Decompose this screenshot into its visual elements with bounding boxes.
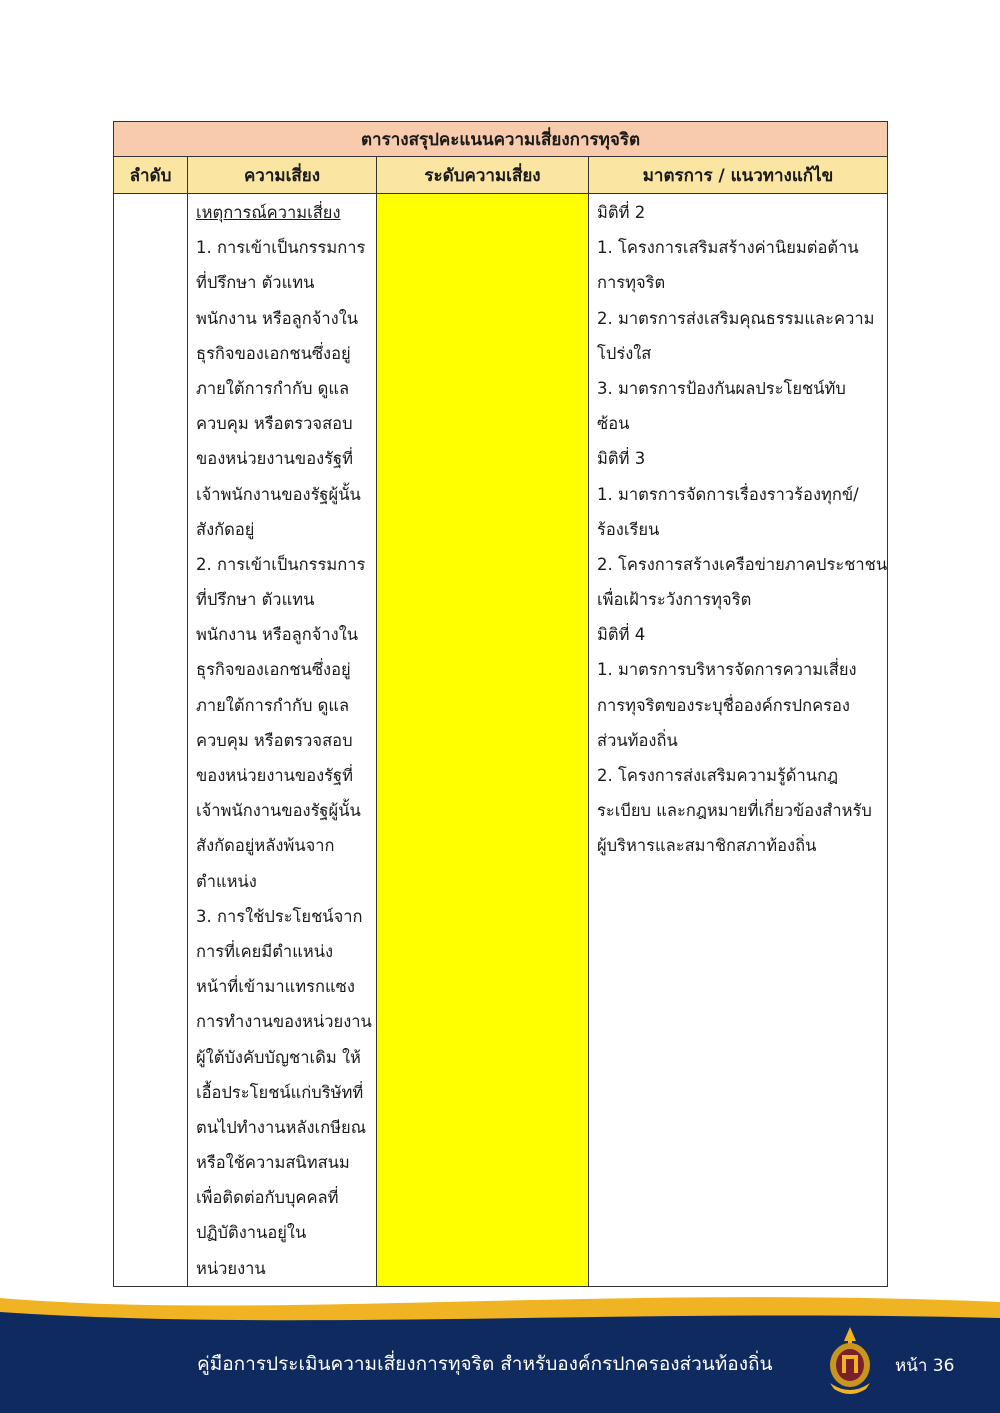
risk-line: ธุรกิจของเอกชนซึ่งอยู่ — [196, 343, 351, 363]
measure-line: ซ้อน — [597, 414, 630, 434]
measure-line: ระเบียบ และกฎหมายที่เกี่ยวข้องสำหรับ — [597, 801, 872, 821]
risk-line: ตำแหน่ง — [196, 871, 257, 891]
risk-line: ที่ปรึกษา ตัวแทน — [196, 590, 315, 610]
measure-line: 1. โครงการเสริมสร้างค่านิยมต่อต้าน — [597, 238, 859, 258]
measure-line: มิติที่ 3 — [597, 449, 646, 469]
risk-line: สังกัดอยู่ — [196, 519, 255, 539]
header-order: ลำดับ — [114, 157, 188, 194]
risk-lines — [188, 194, 376, 1286]
risk-line: หน้าที่เข้ามาแทรกแซง — [196, 977, 355, 997]
measure-line: 1. มาตรการบริหารจัดการความเสี่ยง — [597, 660, 857, 680]
measure-line: ส่วนท้องถิ่น — [597, 730, 678, 750]
measure-line: ร้องเรียน — [597, 519, 660, 539]
local-government-emblem-icon — [822, 1325, 878, 1395]
risk-line: ตนไปทำงานหลังเกษียณ — [196, 1117, 367, 1137]
risk-line: ภายใต้การกำกับ ดูแล — [196, 695, 350, 715]
risk-line: 3. การใช้ประโยชน์จาก — [196, 906, 363, 926]
header-risk: ความเสี่ยง — [188, 157, 377, 194]
risk-line: ผู้ใต้บังคับบัญชาเดิม ให้ — [196, 1047, 361, 1067]
measure-line: 2. โครงการส่งเสริมความรู้ด้านกฎ — [597, 766, 839, 785]
risk-line: ที่ปรึกษา ตัวแทน — [196, 273, 315, 293]
risk-line: ปฏิบัติงานอยู่ใน — [196, 1223, 307, 1243]
risk-line: เจ้าพนักงานของรัฐผู้นั้น — [196, 801, 361, 821]
risk-line: เอื้อประโยชน์แก่บริษัทที่ — [196, 1082, 364, 1102]
measure-line: 3. มาตรการป้องกันผลประโยชน์ทับ — [597, 378, 846, 398]
risk-line: 1. การเข้าเป็นกรรมการ — [196, 238, 366, 258]
risk-line: สังกัดอยู่หลังพ้นจาก — [196, 836, 335, 856]
risk-line: หรือใช้ความสนิทสนม — [196, 1153, 350, 1173]
risk-line: ภายใต้การกำกับ ดูแล — [196, 378, 350, 398]
measure-line: การทุจริตของระบุชื่อองค์กรปกครอง — [597, 695, 850, 715]
risk-line: ของหน่วยงานของรัฐที่ — [196, 449, 354, 469]
table-title: ตารางสรุปคะแนนความเสี่ยงการทุจริต — [114, 122, 888, 157]
risk-line: พนักงาน หรือลูกจ้างใน — [196, 625, 359, 645]
measure-line: 2. มาตรการส่งเสริมคุณธรรมและความ — [597, 308, 875, 328]
measure-lines — [589, 194, 887, 864]
measure-line: มิติที่ 4 — [597, 625, 646, 645]
risk-line: 2. การเข้าเป็นกรรมการ — [196, 554, 366, 574]
measure-line: 2. โครงการสร้างเครือข่ายภาคประชาชน — [597, 554, 887, 574]
measures-cell — [589, 194, 888, 1287]
risk-level-cell — [377, 194, 589, 1287]
risk-line: ควบคุม หรือตรวจสอบ — [196, 730, 353, 750]
measure-line: ผู้บริหารและสมาชิกสภาท้องถิ่น — [597, 836, 817, 856]
risk-line: ควบคุม หรือตรวจสอบ — [196, 414, 353, 434]
page-number: หน้า 36 — [895, 1356, 955, 1376]
measure-line: โปร่งใส — [597, 343, 652, 363]
risk-line: ของหน่วยงานของรัฐที่ — [196, 766, 354, 785]
measure-line: 1. มาตรการจัดการเรื่องราวร้องทุกข์/ — [597, 484, 859, 504]
risk-line: เพื่อติดต่อกับบุคคลที่ — [196, 1188, 339, 1208]
risk-line: หน่วยงาน — [196, 1258, 266, 1278]
header-level: ระดับความเสี่ยง — [377, 157, 589, 194]
measure-line: เพื่อเฝ้าระวังการทุจริต — [597, 590, 752, 610]
risk-line: เจ้าพนักงานของรัฐผู้นั้น — [196, 484, 361, 504]
risk-cell — [188, 194, 377, 1287]
risk-line: การที่เคยมีตำแหน่ง — [196, 941, 334, 961]
measure-line: การทุจริต — [597, 273, 666, 293]
order-cell — [114, 194, 188, 1287]
footer-title: คู่มือการประเมินความเสี่ยงการทุจริต สำหรับองค์กรปกครองส่วนท้องถิ่น — [197, 1353, 773, 1375]
risk-summary-table — [113, 121, 888, 1287]
header-measures: มาตรการ / แนวทางแก้ไข — [589, 157, 888, 194]
risk-line: เหตุการณ์ความเสี่ยง — [196, 203, 341, 222]
measure-line: มิติที่ 2 — [597, 203, 646, 222]
risk-line: ธุรกิจของเอกชนซึ่งอยู่ — [196, 660, 351, 680]
risk-line: การทำงานของหน่วยงาน — [196, 1012, 372, 1032]
risk-line: พนักงาน หรือลูกจ้างใน — [196, 308, 359, 328]
